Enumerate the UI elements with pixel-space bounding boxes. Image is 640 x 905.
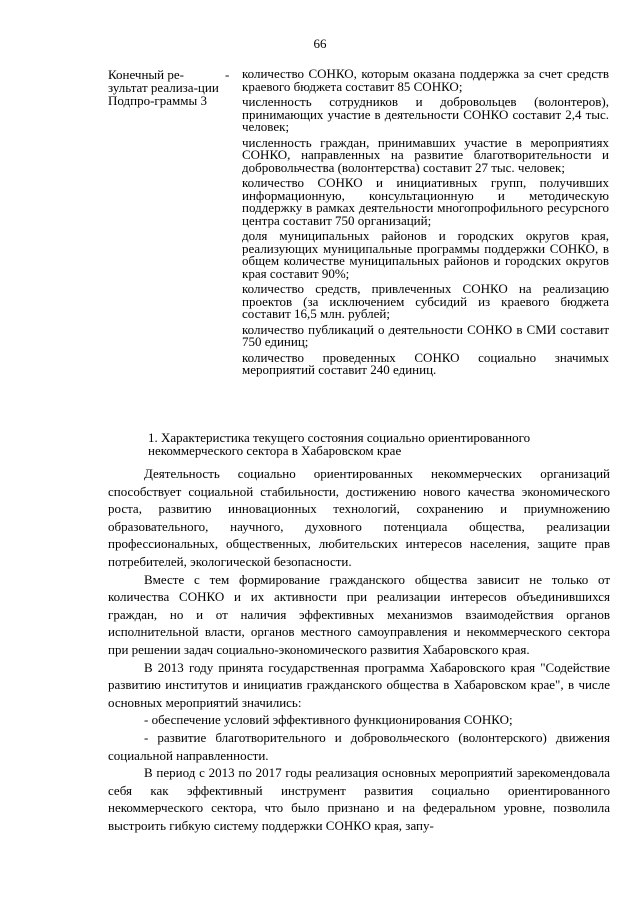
- result-item: численность граждан, принимавших участие в мероприятиях СОНКО, направленных на развитие благотворительности и добровольчества (волонтерства) составит 27 тыс. человек;: [242, 134, 609, 175]
- section-title: 1. Характеристика текущего состояния социально ориентированного некоммерческого сектора в Хабаровском крае: [148, 430, 531, 458]
- result-item: количество публикаций о деятельности СОНКО в СМИ составит 750 единиц;: [242, 321, 609, 349]
- result-item: доля муниципальных районов и городских округов края, реализующих муниципальные программы поддержки СОНКО, в общем количестве муниципальных районов и городских округов края составит 90%;: [242, 228, 609, 281]
- result-item: количество СОНКО и инициативных групп, получивших информационную, консультационную и методическую поддержку в рамках деятельности многопрофильного ресурсного центра составит 750 организаций;: [242, 175, 609, 228]
- paragraph: В период с 2013 по 2017 годы реализация основных мероприятий зарекомендовала себя как эффективный инструмент развития социально ориентированного некоммерческого сектора, что было признано и на федеральном уровне, позволила выстроить гибкую систему поддержки СОНКО края, запу-: [108, 765, 610, 833]
- result-label: Конечный ре-зультат реализа-ции Подпро-граммы 3: [108, 67, 219, 108]
- paragraph: Деятельность социально ориентированных некоммерческих организаций способствует социальной стабильности, достижению нового качества экономического роста, развитию инновационных технологий, сохранению и приумножению образовательного, научного, духовного потенциала общества, реализации профессиональных, общественных, любительских интересов населения, защите прав потребителей, экологической безопасности.: [108, 466, 610, 569]
- paragraph: Вместе с тем формирование гражданского общества зависит не только от количества СОНКО и их активности при реализации интересов объединившихся граждан, но и от наличия эффективных механизмов взаимодействия органов исполнительной власти, органов местного самоуправления и некоммерческого сектора при решении задач социально-экономического развития Хабаровского края.: [108, 571, 610, 657]
- result-dash: -: [225, 67, 230, 82]
- body-text: [108, 465, 610, 834]
- list-item: - обеспечение условий эффективного функционирования СОНКО;: [144, 712, 513, 728]
- result-item: количество проведенных СОНКО социально значимых мероприятий составит 240 единиц.: [242, 349, 609, 377]
- page-number: 66: [313, 36, 327, 51]
- result-item: количество средств, привлеченных СОНКО на реализацию проектов (за исключением субсидий из краевого бюджета составит 16,5 млн. рублей;: [242, 281, 609, 321]
- result-item: численность сотрудников и добровольцев (волонтеров), принимающих участие в деятельности СОНКО составит 2,4 тыс. человек;: [242, 94, 609, 134]
- paragraph: В 2013 году принята государственная программа Хабаровского края "Содействие развитию институтов и инициатив гражданского общества в Хабаровском крае", в числе основных мероприятий значились:: [108, 659, 610, 710]
- result-items: [242, 68, 609, 380]
- result-item: количество СОНКО, которым оказана поддержка за счет средств краевого бюджета составит 85 СОНКО;: [242, 66, 609, 94]
- list-item: - развитие благотворительного и добровольческого (волонтерского) движения социальной направленности.: [108, 729, 610, 763]
